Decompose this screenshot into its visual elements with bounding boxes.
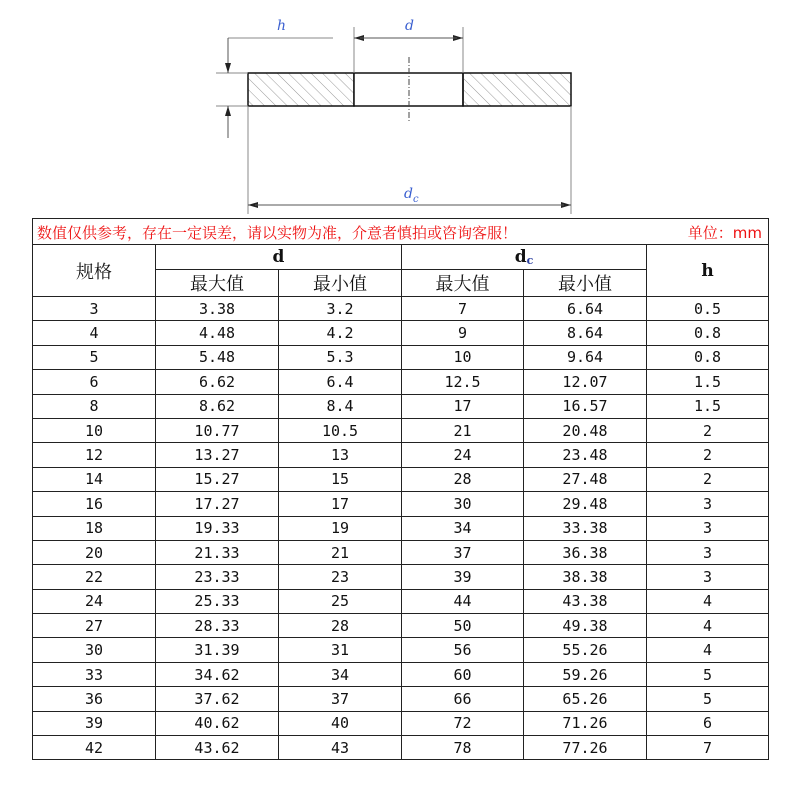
dim-label-h: h bbox=[277, 18, 287, 34]
cell-spec: 6 bbox=[33, 370, 156, 394]
cell-spec: 24 bbox=[33, 589, 156, 613]
header-dc-min: 最小值 bbox=[524, 270, 647, 297]
cell-dc-max: 72 bbox=[402, 711, 524, 735]
table-row bbox=[33, 540, 769, 564]
cell-d-max: 10.77 bbox=[156, 418, 279, 442]
table-row bbox=[33, 467, 769, 491]
cell-d-max: 28.33 bbox=[156, 614, 279, 638]
cell-spec: 5 bbox=[33, 345, 156, 369]
cell-h: 0.8 bbox=[647, 345, 769, 369]
cell-dc-max: 60 bbox=[402, 662, 524, 686]
cell-dc-max: 12.5 bbox=[402, 370, 524, 394]
washer-spec-table bbox=[32, 218, 769, 760]
table-row bbox=[33, 418, 769, 442]
washer-spec-table-container bbox=[32, 218, 768, 760]
cell-spec: 18 bbox=[33, 516, 156, 540]
cell-spec: 39 bbox=[33, 711, 156, 735]
cell-d-max: 19.33 bbox=[156, 516, 279, 540]
cell-h: 2 bbox=[647, 443, 769, 467]
dim-label-dc-sub: c bbox=[412, 193, 419, 205]
cell-dc-max: 56 bbox=[402, 638, 524, 662]
cell-d-max: 6.62 bbox=[156, 370, 279, 394]
cell-dc-max: 39 bbox=[402, 565, 524, 589]
cell-d-min: 5.3 bbox=[279, 345, 402, 369]
notice-row bbox=[33, 219, 769, 245]
cell-spec: 22 bbox=[33, 565, 156, 589]
cell-d-min: 34 bbox=[279, 662, 402, 686]
cell-dc-min: 38.38 bbox=[524, 565, 647, 589]
cell-d-min: 28 bbox=[279, 614, 402, 638]
cell-dc-max: 21 bbox=[402, 418, 524, 442]
disclaimer-text: 数值仅供参考，存在一定误差，请以实物为准，介意者慎拍或咨询客服！ bbox=[37, 224, 518, 242]
table-row bbox=[33, 370, 769, 394]
cell-dc-min: 6.64 bbox=[524, 297, 647, 321]
cell-d-max: 31.39 bbox=[156, 638, 279, 662]
cell-spec: 14 bbox=[33, 467, 156, 491]
cell-d-max: 4.48 bbox=[156, 321, 279, 345]
cell-dc-min: 65.26 bbox=[524, 687, 647, 711]
cell-dc-min: 33.38 bbox=[524, 516, 647, 540]
cell-dc-min: 23.48 bbox=[524, 443, 647, 467]
cell-d-min: 21 bbox=[279, 540, 402, 564]
cell-h: 5 bbox=[647, 662, 769, 686]
cell-d-min: 43 bbox=[279, 736, 402, 760]
cell-dc-max: 44 bbox=[402, 589, 524, 613]
header-spec: 规格 bbox=[33, 245, 156, 297]
cell-h: 4 bbox=[647, 614, 769, 638]
cell-dc-min: 71.26 bbox=[524, 711, 647, 735]
cell-d-min: 31 bbox=[279, 638, 402, 662]
cell-d-max: 43.62 bbox=[156, 736, 279, 760]
cell-h: 0.8 bbox=[647, 321, 769, 345]
cell-dc-max: 24 bbox=[402, 443, 524, 467]
cell-h: 3 bbox=[647, 565, 769, 589]
cell-dc-min: 16.57 bbox=[524, 394, 647, 418]
cell-spec: 20 bbox=[33, 540, 156, 564]
dim-label-dc-main: d bbox=[404, 186, 413, 202]
cell-dc-min: 59.26 bbox=[524, 662, 647, 686]
cell-d-min: 37 bbox=[279, 687, 402, 711]
cell-h: 3 bbox=[647, 516, 769, 540]
cell-h: 3 bbox=[647, 540, 769, 564]
cell-dc-min: 12.07 bbox=[524, 370, 647, 394]
table-row bbox=[33, 614, 769, 638]
cell-d-max: 21.33 bbox=[156, 540, 279, 564]
cell-dc-min: 27.48 bbox=[524, 467, 647, 491]
cell-spec: 3 bbox=[33, 297, 156, 321]
cell-d-min: 4.2 bbox=[279, 321, 402, 345]
cell-spec: 4 bbox=[33, 321, 156, 345]
cell-d-min: 25 bbox=[279, 589, 402, 613]
table-row bbox=[33, 345, 769, 369]
cell-d-min: 40 bbox=[279, 711, 402, 735]
cell-h: 2 bbox=[647, 467, 769, 491]
cell-d-min: 15 bbox=[279, 467, 402, 491]
cell-dc-max: 9 bbox=[402, 321, 524, 345]
cell-h: 4 bbox=[647, 638, 769, 662]
cell-dc-min: 36.38 bbox=[524, 540, 647, 564]
cell-dc-max: 66 bbox=[402, 687, 524, 711]
cell-spec: 30 bbox=[33, 638, 156, 662]
cell-dc-min: 8.64 bbox=[524, 321, 647, 345]
header-h: h bbox=[647, 245, 769, 297]
cell-d-max: 3.38 bbox=[156, 297, 279, 321]
cell-d-min: 19 bbox=[279, 516, 402, 540]
cell-d-max: 23.33 bbox=[156, 565, 279, 589]
cell-spec: 10 bbox=[33, 418, 156, 442]
table-row bbox=[33, 565, 769, 589]
cell-h: 6 bbox=[647, 711, 769, 735]
header-d-group: d bbox=[156, 245, 402, 270]
table-row bbox=[33, 736, 769, 760]
table-row bbox=[33, 321, 769, 345]
cell-dc-max: 50 bbox=[402, 614, 524, 638]
header-dc-group bbox=[402, 245, 647, 270]
cell-dc-max: 30 bbox=[402, 492, 524, 516]
cell-dc-min: 49.38 bbox=[524, 614, 647, 638]
cell-dc-min: 20.48 bbox=[524, 418, 647, 442]
cell-d-min: 3.2 bbox=[279, 297, 402, 321]
cell-d-min: 10.5 bbox=[279, 418, 402, 442]
table-row bbox=[33, 687, 769, 711]
cell-spec: 42 bbox=[33, 736, 156, 760]
table-row bbox=[33, 492, 769, 516]
cell-h: 3 bbox=[647, 492, 769, 516]
cell-d-min: 13 bbox=[279, 443, 402, 467]
cell-d-min: 23 bbox=[279, 565, 402, 589]
cell-h: 7 bbox=[647, 736, 769, 760]
cell-dc-max: 28 bbox=[402, 467, 524, 491]
cell-d-max: 8.62 bbox=[156, 394, 279, 418]
cell-dc-min: 29.48 bbox=[524, 492, 647, 516]
cell-dc-max: 7 bbox=[402, 297, 524, 321]
cell-h: 0.5 bbox=[647, 297, 769, 321]
cell-dc-max: 10 bbox=[402, 345, 524, 369]
header-dc-sub: c bbox=[526, 254, 534, 267]
cell-d-max: 15.27 bbox=[156, 467, 279, 491]
table-row bbox=[33, 394, 769, 418]
dim-label-d: d bbox=[405, 18, 414, 34]
table-row bbox=[33, 638, 769, 662]
table-row bbox=[33, 516, 769, 540]
cell-spec: 12 bbox=[33, 443, 156, 467]
cell-h: 1.5 bbox=[647, 370, 769, 394]
cell-spec: 8 bbox=[33, 394, 156, 418]
cell-d-max: 37.62 bbox=[156, 687, 279, 711]
cell-h: 2 bbox=[647, 418, 769, 442]
header-d-max: 最大值 bbox=[156, 270, 279, 297]
table-body bbox=[33, 297, 769, 760]
cell-d-max: 25.33 bbox=[156, 589, 279, 613]
dim-label-dc bbox=[404, 186, 419, 205]
table-row bbox=[33, 297, 769, 321]
cell-dc-min: 55.26 bbox=[524, 638, 647, 662]
cell-spec: 27 bbox=[33, 614, 156, 638]
cell-d-max: 5.48 bbox=[156, 345, 279, 369]
washer-drawing bbox=[0, 0, 800, 215]
table-row bbox=[33, 711, 769, 735]
header-dc-main: d bbox=[514, 247, 527, 267]
cell-h: 1.5 bbox=[647, 394, 769, 418]
cell-d-min: 6.4 bbox=[279, 370, 402, 394]
cell-d-max: 40.62 bbox=[156, 711, 279, 735]
cell-d-max: 17.27 bbox=[156, 492, 279, 516]
cell-h: 4 bbox=[647, 589, 769, 613]
cell-spec: 36 bbox=[33, 687, 156, 711]
cell-h: 5 bbox=[647, 687, 769, 711]
table-row bbox=[33, 589, 769, 613]
cell-dc-max: 37 bbox=[402, 540, 524, 564]
cell-d-min: 17 bbox=[279, 492, 402, 516]
cell-dc-max: 78 bbox=[402, 736, 524, 760]
table-row bbox=[33, 662, 769, 686]
cell-d-max: 13.27 bbox=[156, 443, 279, 467]
cell-d-min: 8.4 bbox=[279, 394, 402, 418]
washer-cross-section-diagram bbox=[0, 0, 800, 215]
cell-spec: 16 bbox=[33, 492, 156, 516]
cell-dc-min: 9.64 bbox=[524, 345, 647, 369]
cell-dc-min: 43.38 bbox=[524, 589, 647, 613]
cell-spec: 33 bbox=[33, 662, 156, 686]
unit-label: 单位：mm bbox=[687, 224, 762, 242]
header-d-min: 最小值 bbox=[279, 270, 402, 297]
cell-dc-max: 17 bbox=[402, 394, 524, 418]
table-row bbox=[33, 443, 769, 467]
cell-dc-min: 77.26 bbox=[524, 736, 647, 760]
header-dc-max: 最大值 bbox=[402, 270, 524, 297]
cell-d-max: 34.62 bbox=[156, 662, 279, 686]
cell-dc-max: 34 bbox=[402, 516, 524, 540]
